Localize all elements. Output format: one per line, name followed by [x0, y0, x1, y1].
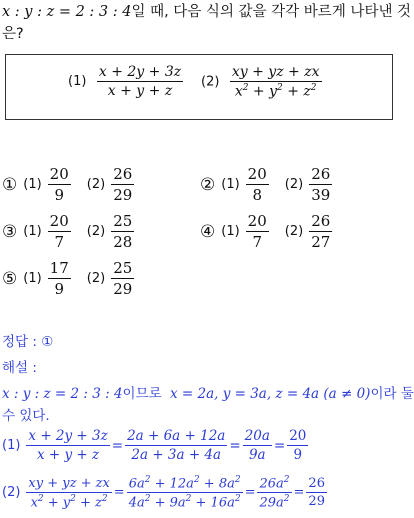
solution-text-2: 이라 둘 — [370, 386, 414, 402]
choice-1-frac-b: $\frac{26}{29}$ — [113, 165, 133, 204]
explanation-label: 해설 : — [2, 360, 37, 376]
solution-step-2: (2) $\frac{xy + yz + zx}{x^2 + y^2 + z^2}$ = $\frac{6a^2 + 12a^2 + 8a^2}{4a^2 + 9a^2 + 16a^2}$ = $\frac{26a^2}{29a^2}$ = $\frac{26}{29}$ — [2, 475, 325, 511]
choice-1-mark: ① — [2, 174, 18, 195]
solution-line-2: 수 있다. — [2, 408, 50, 424]
step2-frac-3: $\frac{26a^2}{29a^2}$ — [259, 475, 290, 511]
step1-frac-1: $\frac{x + 2y + 3z}{x + y + z}$ — [28, 428, 108, 463]
choice-2[interactable] — [200, 165, 332, 204]
expression-box — [5, 54, 393, 120]
step2-frac-1: $\frac{xy + yz + zx}{x^2 + y^2 + z^2}$ — [28, 475, 110, 510]
step2-frac-4: $\frac{26}{29}$ — [308, 476, 325, 510]
expr2-fraction — [230, 64, 322, 100]
choice-5-frac-a: $\frac{17}{9}$ — [49, 259, 69, 298]
choice-2-mark: ② — [200, 174, 216, 195]
expr1-denominator: x + y + z — [107, 83, 173, 99]
expr2-numerator: xy + yz + zx — [231, 64, 320, 80]
expr1-fraction — [97, 64, 183, 99]
expr2-label: (2) — [201, 74, 220, 90]
choice-2-p2: (2) — [284, 177, 304, 192]
step1-frac-3: $\frac{20a}{9a}$ — [244, 428, 270, 463]
choice-5-p1: (1) — [23, 271, 42, 286]
choice-2-frac-b: $\frac{26}{39}$ — [311, 165, 331, 204]
choice-1-p1: (1) — [23, 177, 42, 192]
solution-ratio-math: x : y : z = 2 : 3 : 4 — [2, 386, 123, 402]
step1-frac-4: $\frac{20}{9}$ — [289, 428, 307, 463]
question-line-2: 은? — [2, 26, 24, 42]
expr2-denominator: $x^2 + y^2 + z^2$ — [234, 83, 317, 100]
solution-substitution: x = 2a, y = 3a, z = 4a (a ≠ 0) — [169, 386, 371, 402]
choice-3-p2: (2) — [86, 224, 106, 239]
solution-line-1 — [2, 382, 414, 402]
choice-5-frac-b: $\frac{25}{29}$ — [113, 259, 133, 298]
solution-step-1: (1) $\frac{x + 2y + 3z}{x + y + z}$ = $\frac{2a + 6a + 12a}{2a + 3a + 4a}$ = $\frac{20a}{9a}$ = $\frac{20}{9}$ — [2, 428, 307, 463]
choice-5-mark: ⑤ — [2, 268, 18, 289]
question-line-1 — [2, 2, 411, 22]
choice-4-p1: (1) — [221, 224, 240, 239]
choice-1-p2: (2) — [86, 177, 106, 192]
choice-3-p1: (1) — [23, 224, 42, 239]
step1-frac-2: $\frac{2a + 6a + 12a}{2a + 3a + 4a}$ — [127, 428, 226, 463]
answer-label: 정답 : ① — [2, 334, 54, 350]
expr1-numerator: x + 2y + 3z — [98, 64, 182, 80]
choice-3-mark: ③ — [2, 221, 18, 242]
solution-text-1: 이므로 — [122, 386, 162, 402]
expression-2 — [201, 64, 322, 100]
question-text: 일 때, 다음 식의 값을 각각 바르게 나타낸 것 — [131, 4, 412, 20]
choice-1[interactable] — [2, 165, 134, 204]
expression-1 — [68, 64, 183, 99]
choice-5[interactable] — [2, 259, 134, 298]
ratio-math: x : y : z = 2 : 3 : 4 — [2, 4, 132, 20]
expr1-label: (1) — [68, 74, 87, 89]
choice-4-frac-b: $\frac{26}{27}$ — [311, 212, 331, 251]
choice-1-frac-a: $\frac{20}{9}$ — [49, 165, 69, 204]
choice-3[interactable] — [2, 212, 134, 251]
choice-3-frac-a: $\frac{20}{7}$ — [49, 212, 69, 251]
choice-3-frac-b: $\frac{25}{28}$ — [113, 212, 133, 251]
choice-4[interactable] — [200, 212, 332, 251]
choice-2-frac-a: $\frac{20}{8}$ — [247, 165, 267, 204]
step2-label: (2) — [2, 485, 21, 501]
choice-2-p1: (1) — [221, 177, 240, 192]
step2-frac-2: $\frac{6a^2 + 12a^2 + 8a^2}{4a^2 + 9a^2 + 16a^2}$ — [128, 475, 241, 511]
choice-4-frac-a: $\frac{20}{7}$ — [247, 212, 267, 251]
choice-5-p2: (2) — [86, 271, 106, 286]
choice-4-p2: (2) — [284, 224, 304, 239]
step1-label: (1) — [2, 438, 21, 453]
choice-4-mark: ④ — [200, 221, 216, 242]
